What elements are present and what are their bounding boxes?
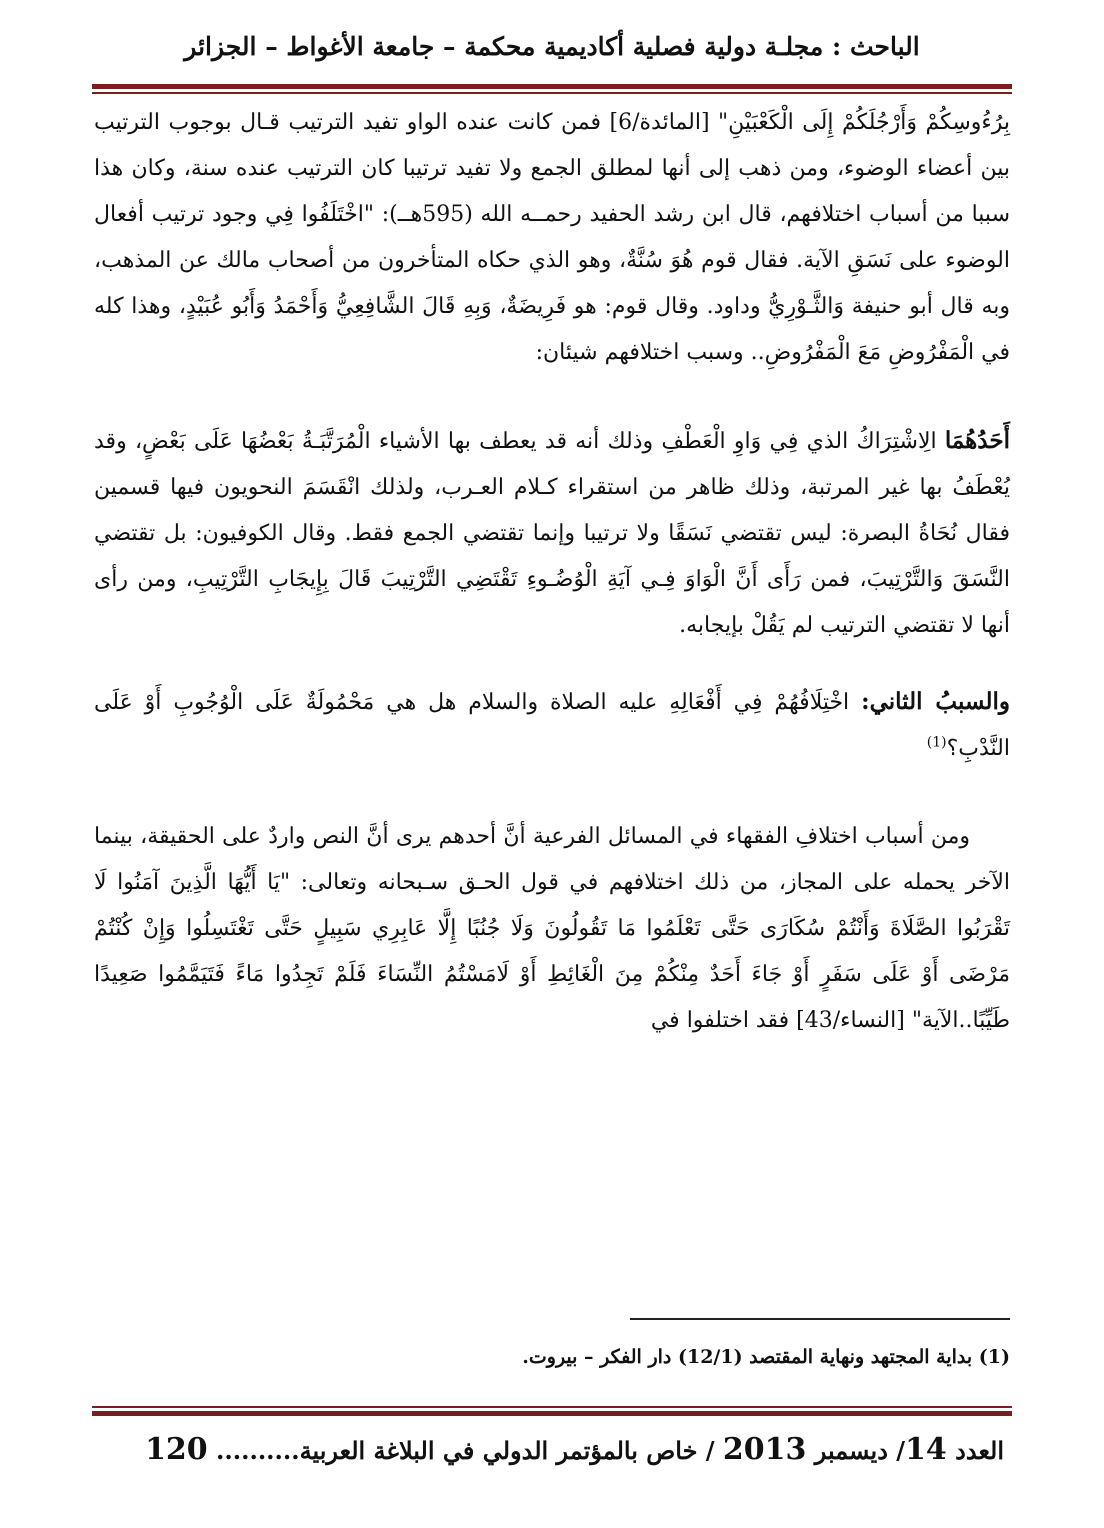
issue-year: 2013 bbox=[722, 1432, 807, 1467]
footnote-text: (1) بداية المجتهد ونهاية المقتصد (12/1) دار الفكر – بيروت. bbox=[522, 1346, 1010, 1368]
keyword-second: والسببُ الثاني: bbox=[861, 688, 1010, 715]
issue-label: العدد bbox=[955, 1436, 1004, 1465]
footnote-marker[interactable]: (1) bbox=[926, 734, 947, 751]
page-number: 120 bbox=[145, 1432, 208, 1467]
paragraph-2: أَحَدُهُمَا الِاشْتِرَاكُ الذي فِي وَاوِ الْعَطْفِ وذلك أنه قد يعطف بها الأشياء الْمُرَتَّبَـةُ بَعْضُهَا عَلَى بَعْضٍ، وقد يُعْطَفُ بها غير المرتبة، وذلك ظاهر من استقراء كـلام العـرب، ولذلك انْقَسَمَ النحويون فيها قسمين فقال نُحَاةُ البصرة: ليس تقتضي نَسَقًا ولا ترتيبا وإنما تقتضي الجمع فقط. وقال الكوفيون: بل تقتضي النَّسَقَ وَالتَّرْتِيبَ، فمن رَأَى أَنَّ الْوَاوَ فِـي آيَةِ الْوُضُـوءِ تَقْتَضِي التَّرْتِيبَ قَالَ بِإِيجَابِ التَّرْتِيبِ، ومن رأى أنها لا تقتضي الترتيب لم يَقُلْ بإيجابه. bbox=[94, 427, 1010, 638]
paragraph-4: ومن أسباب اختلافِ الفقهاء في المسائل الفرعية أنَّ أحدهم يرى أنَّ النص واردٌ على الحقيقة، بينما الآخر يحمله على المجاز، من ذلك اختلافهم في قول الحـق سـبحانه وتعالى: "يَا أَيُّهَا الَّذِينَ آمَنُوا لَا تَقْرَبُوا الصَّلَاةَ وَأَنْتُمْ سُكَارَى حَتَّى تَعْلَمُوا مَا تَقُولُونَ وَلَا جُنُبًا إِلَّا عَابِرِي سَبِيلٍ حَتَّى تَغْتَسِلُوا وَإِنْ كُنْتُمْ مَرْضَى أَوْ عَلَى سَفَرٍ أَوْ جَاءَ أَحَدٌ مِنْكُمْ مِنَ الْغَائِطِ أَوْ لَامَسْتُمُ النِّسَاءَ فَلَمْ تَجِدُوا مَاءً فَتَيَمَّمُوا صَعِيدًا طَيِّبًا..الآية" [النساء/43] فقد اختلفوا في bbox=[94, 824, 1010, 1033]
header-rule bbox=[92, 84, 1012, 94]
journal-footer bbox=[100, 1432, 1004, 1482]
issue-number: 14 bbox=[905, 1432, 947, 1467]
issue-month: / ديسمبر bbox=[814, 1436, 906, 1465]
footnote-divider bbox=[630, 1318, 1010, 1320]
keyword-first: أَحَدُهُمَا bbox=[944, 427, 1010, 454]
paragraph-3: والسببُ الثاني: اخْتِلَافُهُمْ فِي أَفْعَالِهِ عليه الصلاة والسلام هل هي مَحْمُولَةٌ عَلَى الْوُجُوبِ أَوْ عَلَى النَّدْبِ؟$^{(1)}$ bbox=[94, 688, 1010, 761]
footer-rule bbox=[92, 1406, 1012, 1416]
journal-header: الباحث : مجلـة دولية فصلية أكاديمية محكمة – جامعة الأغواط – الجزائر bbox=[184, 32, 920, 61]
issue-special: / خاص بالمؤتمر الدولي في البلاغة العربية.......... bbox=[216, 1436, 715, 1465]
paragraph-1: بِرُءُوسِكُمْ وَأَرْجُلَكُمْ إِلَى الْكَعْبَيْنِ" [المائدة/6] فمن كانت عنده الواو تفيد الترتيب قـال بوجوب الترتيب بين أعضاء الوضوء، ومن ذهب إلى أنها لمطلق الجمع ولا تفيد ترتيبا كان الترتيب عنده سنة، وكان هذا سببا من أسباب اختلافهم، قال ابن رشد الحفيد رحمــه الله (595هــ): "اخْتَلَفُوا فِي وجود ترتيب أفعال الوضوء على نَسَقِ الآية. فقال قوم هُوَ سُنَّةٌ، وهو الذي حكاه المتأخرون من أصحاب مالك عن المذهب، وبه قال أبو حنيفة وَالثَّـوْرِيُّ وداود. وقال قوم: هو فَرِيضَةٌ، وَبِهِ قَالَ الشَّافِعِيُّ وَأَحْمَدُ وَأَبُو عُبَيْدٍ، وهذا كله في الْمَفْرُوضِ مَعَ الْمَفْرُوضِ.. وسبب اختلافهم شيئان: bbox=[94, 110, 1010, 365]
body-text bbox=[94, 100, 1010, 1044]
